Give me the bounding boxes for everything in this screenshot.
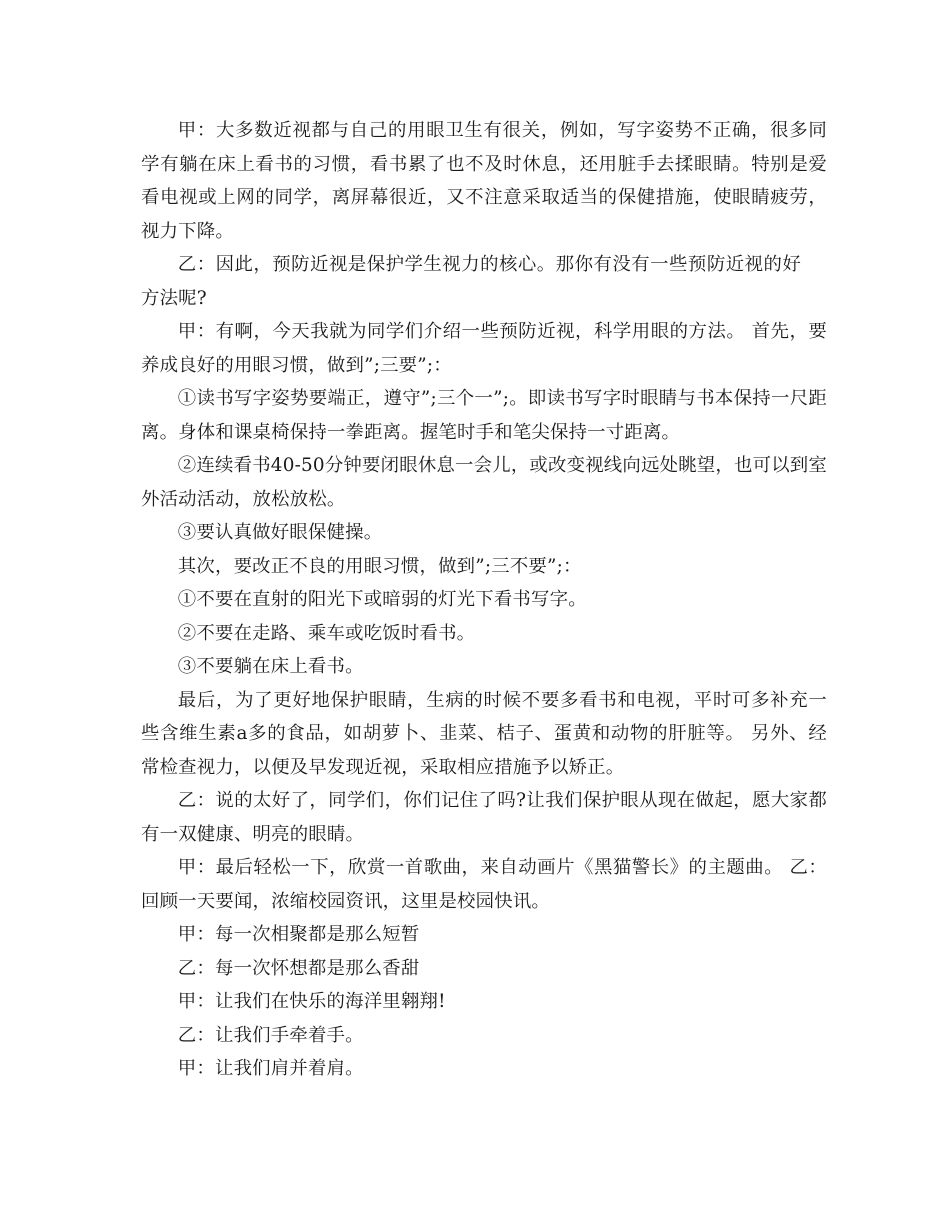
paragraph-prevention-question: 乙：因此，预防近视是保护学生视力的核心。那你有没有一些预防近视的好方法呢? (141, 254, 801, 309)
paragraph-must-2: ②连续看书40-50分钟要闭眼休息一会儿，或改变视线向远处眺望，也可以到室外活动活动，放松放松。 (141, 455, 827, 510)
paragraph-must-1: ①读书写字姿势要端正，遵守”;三个一”;。即读书写字时眼睛与书本保持一尺距离。身体和课桌椅保持一拳距离。握笔时手和笔尖保持一寸距离。 (141, 388, 827, 443)
paragraph-closing-1: 甲：每一次相聚都是那么短暂 (177, 924, 420, 945)
paragraph-closing-3: 甲：让我们在快乐的海洋里翱翔! (177, 991, 446, 1012)
paragraph-three-donts-intro: 其次，要改正不良的用眼习惯，做到”;三不要”;： (177, 555, 582, 577)
paragraph-dont-3: ③不要躺在床上看书。 (177, 656, 364, 677)
paragraph-cause-of-myopia: 甲：大多数近视都与自己的用眼卫生有很关，例如，写字姿势不正确，很多同学有躺在床上看书的习惯，看书累了也不及时休息，还用脏手去揉眼睛。特别是爱看电视或上网的同学，离屏幕很近，又不注意采取适当的保健措施，使眼睛疲劳，视力下降。 (141, 120, 827, 242)
paragraph-closing-2: 乙：每一次怀想都是那么香甜 (177, 957, 420, 979)
paragraph-song-and-news: 甲：最后轻松一下，欣赏一首歌曲，来自动画片《黑猫警长》的主题曲。 乙：回顾一天要闻，浓缩校园资讯，这里是校园快讯。 (141, 857, 827, 912)
paragraph-three-musts-intro: 甲：有啊，今天我就为同学们介绍一些预防近视，科学用眼的方法。 首先，要养成良好的用眼习惯，做到”;三要”;： (141, 321, 827, 376)
paragraph-dont-1: ①不要在直射的阳光下或暗弱的灯光下看书写字。 (177, 589, 587, 610)
paragraph-dont-2: ②不要在走路、乘车或吃饭时看书。 (177, 622, 476, 644)
paragraph-closing-5: 甲：让我们肩并着肩。 (177, 1058, 364, 1079)
paragraph-well-said: 乙：说的太好了，同学们，你们记住了吗?让我们保护眼从现在做起，愿大家都有一双健康、明亮的眼睛。 (141, 790, 827, 845)
paragraph-must-3: ③要认真做好眼保健操。 (177, 522, 383, 543)
paragraph-closing-4: 乙：让我们手牵着手。 (177, 1024, 364, 1046)
document-body (141, 114, 827, 1086)
paragraph-finally: 最后，为了更好地保护眼睛，生病的时候不要多看书和电视，平时可多补充一些含维生素a多的食品，如胡萝卜、韭菜、桔子、蛋黄和动物的肝脏等。 另外、经常检查视力，以便及早发现近视，采取相应措施予以矫正。 (141, 689, 827, 778)
